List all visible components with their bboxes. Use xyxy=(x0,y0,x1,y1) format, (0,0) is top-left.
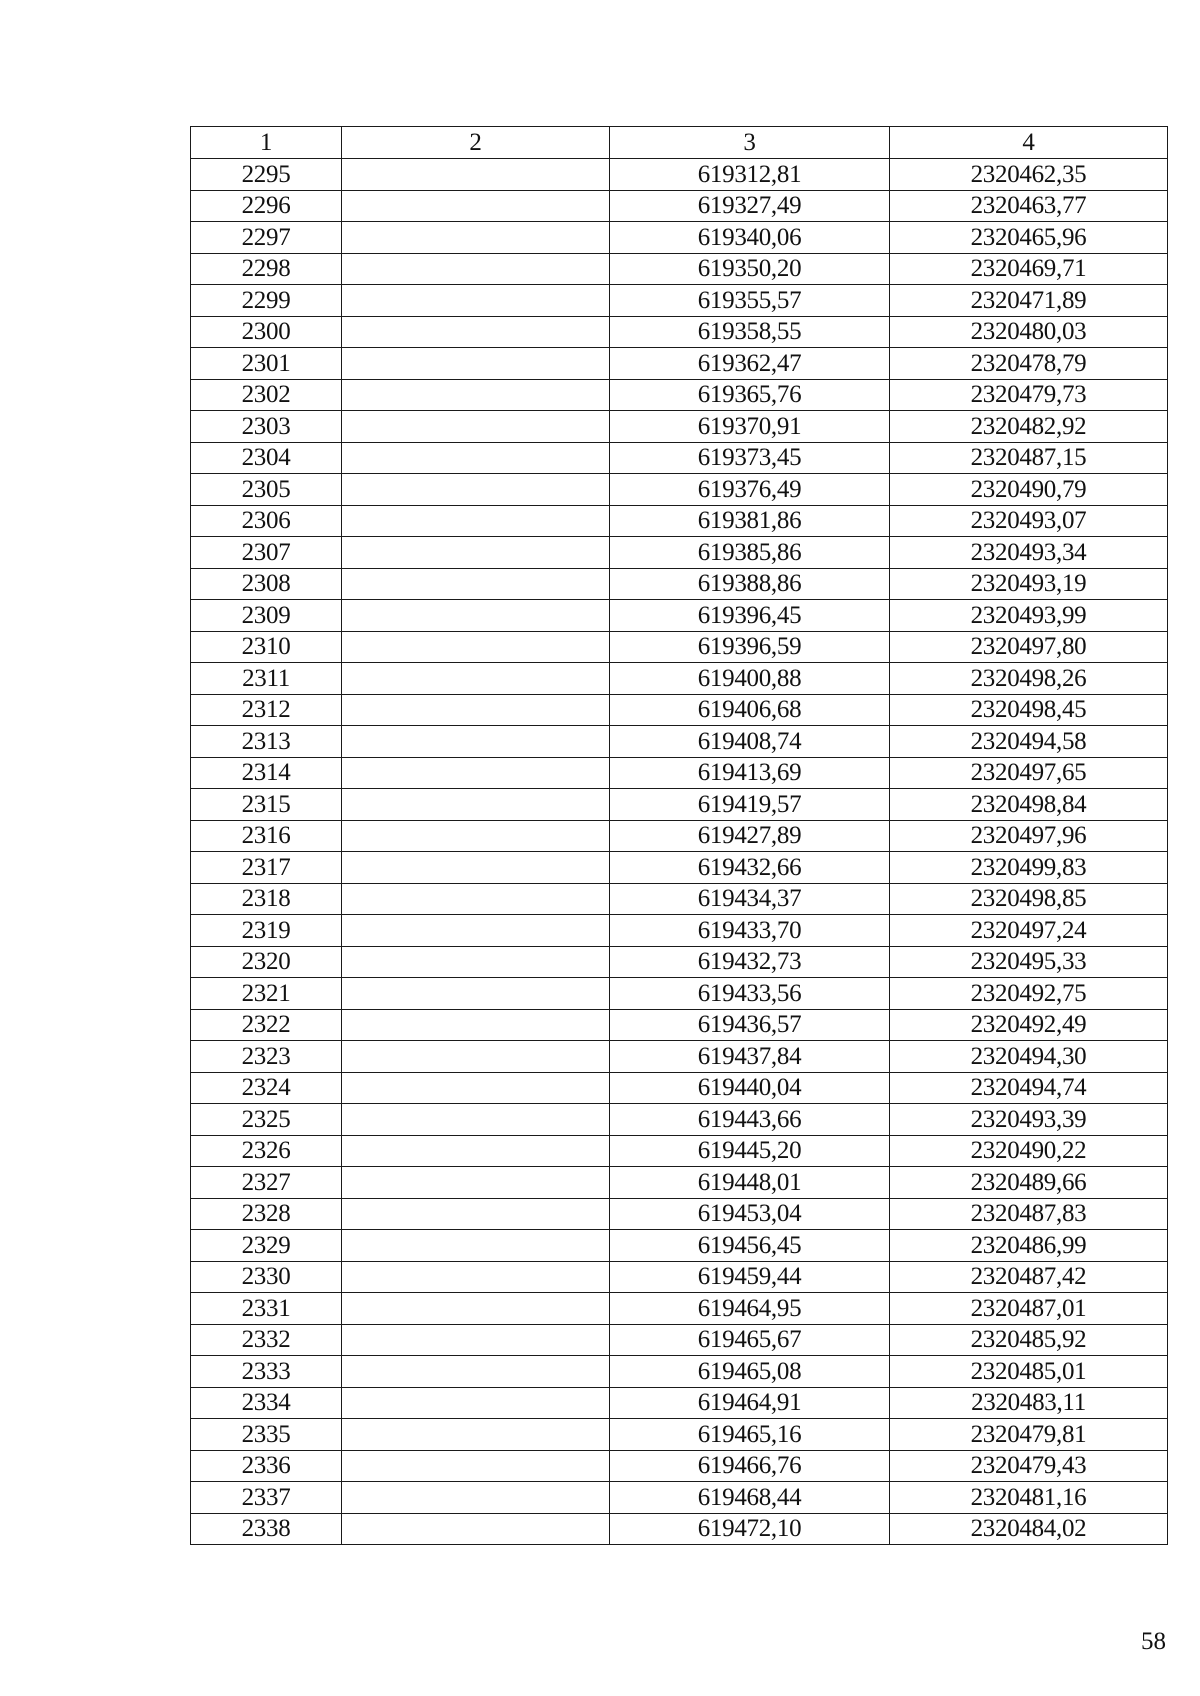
description-cell xyxy=(342,379,610,411)
point-number-cell: 2319 xyxy=(191,915,342,947)
point-number-cell: 2301 xyxy=(191,348,342,380)
description-cell xyxy=(342,852,610,884)
point-number-cell: 2304 xyxy=(191,442,342,474)
y-coordinate-cell: 2320481,16 xyxy=(890,1482,1168,1514)
table-row xyxy=(191,1293,1168,1325)
point-number-cell: 2329 xyxy=(191,1230,342,1262)
point-number-cell: 2313 xyxy=(191,726,342,758)
y-coordinate-cell: 2320469,71 xyxy=(890,253,1168,285)
point-number-cell: 2323 xyxy=(191,1041,342,1073)
table-row xyxy=(191,694,1168,726)
point-number-cell: 2330 xyxy=(191,1261,342,1293)
x-coordinate-cell: 619355,57 xyxy=(610,285,890,317)
description-cell xyxy=(342,1135,610,1167)
point-number-cell: 2332 xyxy=(191,1324,342,1356)
y-coordinate-cell: 2320497,65 xyxy=(890,757,1168,789)
description-cell xyxy=(342,316,610,348)
y-coordinate-cell: 2320492,49 xyxy=(890,1009,1168,1041)
x-coordinate-cell: 619432,73 xyxy=(610,946,890,978)
point-number-cell: 2331 xyxy=(191,1293,342,1325)
x-coordinate-cell: 619468,44 xyxy=(610,1482,890,1514)
table-row xyxy=(191,883,1168,915)
description-cell xyxy=(342,631,610,663)
table-row xyxy=(191,379,1168,411)
description-cell xyxy=(342,694,610,726)
y-coordinate-cell: 2320486,99 xyxy=(890,1230,1168,1262)
table-row xyxy=(191,663,1168,695)
table-row xyxy=(191,1324,1168,1356)
y-coordinate-cell: 2320498,26 xyxy=(890,663,1168,695)
point-number-cell: 2337 xyxy=(191,1482,342,1514)
table-row xyxy=(191,348,1168,380)
point-number-cell: 2327 xyxy=(191,1167,342,1199)
table-row xyxy=(191,1135,1168,1167)
table-row xyxy=(191,474,1168,506)
point-number-cell: 2303 xyxy=(191,411,342,443)
x-coordinate-cell: 619465,16 xyxy=(610,1419,890,1451)
x-coordinate-cell: 619443,66 xyxy=(610,1104,890,1136)
table-row xyxy=(191,1198,1168,1230)
description-cell xyxy=(342,789,610,821)
table-row xyxy=(191,1356,1168,1388)
table-row xyxy=(191,1104,1168,1136)
point-number-cell: 2310 xyxy=(191,631,342,663)
x-coordinate-cell: 619413,69 xyxy=(610,757,890,789)
y-coordinate-cell: 2320497,24 xyxy=(890,915,1168,947)
point-number-cell: 2324 xyxy=(191,1072,342,1104)
y-coordinate-cell: 2320480,03 xyxy=(890,316,1168,348)
y-coordinate-cell: 2320493,99 xyxy=(890,600,1168,632)
description-cell xyxy=(342,915,610,947)
table-row xyxy=(191,600,1168,632)
coordinates-table xyxy=(190,126,1168,1545)
point-number-cell: 2308 xyxy=(191,568,342,600)
table-row xyxy=(191,820,1168,852)
y-coordinate-cell: 2320494,74 xyxy=(890,1072,1168,1104)
point-number-cell: 2335 xyxy=(191,1419,342,1451)
x-coordinate-cell: 619370,91 xyxy=(610,411,890,443)
x-coordinate-cell: 619419,57 xyxy=(610,789,890,821)
description-cell xyxy=(342,1167,610,1199)
x-coordinate-cell: 619373,45 xyxy=(610,442,890,474)
x-coordinate-cell: 619459,44 xyxy=(610,1261,890,1293)
x-coordinate-cell: 619466,76 xyxy=(610,1450,890,1482)
table-row xyxy=(191,1009,1168,1041)
description-cell xyxy=(342,1072,610,1104)
description-cell xyxy=(342,285,610,317)
y-coordinate-cell: 2320489,66 xyxy=(890,1167,1168,1199)
description-cell xyxy=(342,568,610,600)
table-row xyxy=(191,915,1168,947)
description-cell xyxy=(342,159,610,191)
x-coordinate-cell: 619340,06 xyxy=(610,222,890,254)
table-row xyxy=(191,442,1168,474)
table-row xyxy=(191,789,1168,821)
table-row xyxy=(191,285,1168,317)
table-row xyxy=(191,505,1168,537)
description-cell xyxy=(342,663,610,695)
table-row xyxy=(191,1419,1168,1451)
y-coordinate-cell: 2320497,80 xyxy=(890,631,1168,663)
y-coordinate-cell: 2320495,33 xyxy=(890,946,1168,978)
y-coordinate-cell: 2320494,30 xyxy=(890,1041,1168,1073)
point-number-cell: 2316 xyxy=(191,820,342,852)
y-coordinate-cell: 2320462,35 xyxy=(890,159,1168,191)
header-row xyxy=(191,127,1168,159)
description-cell xyxy=(342,348,610,380)
table-row xyxy=(191,852,1168,884)
point-number-cell: 2309 xyxy=(191,600,342,632)
table-row xyxy=(191,757,1168,789)
table-row xyxy=(191,1041,1168,1073)
column-header-3: 3 xyxy=(610,127,890,159)
table-row xyxy=(191,253,1168,285)
description-cell xyxy=(342,222,610,254)
table-row xyxy=(191,946,1168,978)
point-number-cell: 2300 xyxy=(191,316,342,348)
y-coordinate-cell: 2320482,92 xyxy=(890,411,1168,443)
y-coordinate-cell: 2320492,75 xyxy=(890,978,1168,1010)
description-cell xyxy=(342,883,610,915)
point-number-cell: 2305 xyxy=(191,474,342,506)
description-cell xyxy=(342,600,610,632)
y-coordinate-cell: 2320498,84 xyxy=(890,789,1168,821)
table-row xyxy=(191,190,1168,222)
point-number-cell: 2297 xyxy=(191,222,342,254)
description-cell xyxy=(342,1482,610,1514)
table-row xyxy=(191,1261,1168,1293)
y-coordinate-cell: 2320471,89 xyxy=(890,285,1168,317)
description-cell xyxy=(342,190,610,222)
point-number-cell: 2334 xyxy=(191,1387,342,1419)
table-header xyxy=(191,127,1168,159)
point-number-cell: 2295 xyxy=(191,159,342,191)
description-cell xyxy=(342,1387,610,1419)
table-row xyxy=(191,1482,1168,1514)
point-number-cell: 2307 xyxy=(191,537,342,569)
y-coordinate-cell: 2320465,96 xyxy=(890,222,1168,254)
x-coordinate-cell: 619465,67 xyxy=(610,1324,890,1356)
x-coordinate-cell: 619406,68 xyxy=(610,694,890,726)
point-number-cell: 2333 xyxy=(191,1356,342,1388)
x-coordinate-cell: 619434,37 xyxy=(610,883,890,915)
description-cell xyxy=(342,1293,610,1325)
y-coordinate-cell: 2320479,43 xyxy=(890,1450,1168,1482)
page-number: 58 xyxy=(1141,1628,1166,1655)
description-cell xyxy=(342,978,610,1010)
description-cell xyxy=(342,726,610,758)
point-number-cell: 2326 xyxy=(191,1135,342,1167)
table-row xyxy=(191,222,1168,254)
x-coordinate-cell: 619456,45 xyxy=(610,1230,890,1262)
table-row xyxy=(191,537,1168,569)
description-cell xyxy=(342,1513,610,1545)
table-row xyxy=(191,1230,1168,1262)
y-coordinate-cell: 2320494,58 xyxy=(890,726,1168,758)
table-row xyxy=(191,568,1168,600)
description-cell xyxy=(342,442,610,474)
description-cell xyxy=(342,1261,610,1293)
x-coordinate-cell: 619400,88 xyxy=(610,663,890,695)
point-number-cell: 2318 xyxy=(191,883,342,915)
description-cell xyxy=(342,1230,610,1262)
point-number-cell: 2322 xyxy=(191,1009,342,1041)
description-cell xyxy=(342,1356,610,1388)
x-coordinate-cell: 619440,04 xyxy=(610,1072,890,1104)
table-row xyxy=(191,411,1168,443)
point-number-cell: 2315 xyxy=(191,789,342,821)
x-coordinate-cell: 619388,86 xyxy=(610,568,890,600)
y-coordinate-cell: 2320499,83 xyxy=(890,852,1168,884)
x-coordinate-cell: 619432,66 xyxy=(610,852,890,884)
y-coordinate-cell: 2320493,19 xyxy=(890,568,1168,600)
y-coordinate-cell: 2320490,22 xyxy=(890,1135,1168,1167)
table-row xyxy=(191,1072,1168,1104)
description-cell xyxy=(342,757,610,789)
description-cell xyxy=(342,505,610,537)
x-coordinate-cell: 619448,01 xyxy=(610,1167,890,1199)
point-number-cell: 2320 xyxy=(191,946,342,978)
y-coordinate-cell: 2320485,92 xyxy=(890,1324,1168,1356)
y-coordinate-cell: 2320490,79 xyxy=(890,474,1168,506)
y-coordinate-cell: 2320485,01 xyxy=(890,1356,1168,1388)
description-cell xyxy=(342,1041,610,1073)
table-row xyxy=(191,1450,1168,1482)
x-coordinate-cell: 619381,86 xyxy=(610,505,890,537)
x-coordinate-cell: 619312,81 xyxy=(610,159,890,191)
point-number-cell: 2312 xyxy=(191,694,342,726)
y-coordinate-cell: 2320498,45 xyxy=(890,694,1168,726)
y-coordinate-cell: 2320478,79 xyxy=(890,348,1168,380)
x-coordinate-cell: 619464,95 xyxy=(610,1293,890,1325)
table-row xyxy=(191,1167,1168,1199)
description-cell xyxy=(342,946,610,978)
x-coordinate-cell: 619445,20 xyxy=(610,1135,890,1167)
x-coordinate-cell: 619433,56 xyxy=(610,978,890,1010)
x-coordinate-cell: 619358,55 xyxy=(610,316,890,348)
point-number-cell: 2314 xyxy=(191,757,342,789)
x-coordinate-cell: 619464,91 xyxy=(610,1387,890,1419)
x-coordinate-cell: 619396,45 xyxy=(610,600,890,632)
point-number-cell: 2321 xyxy=(191,978,342,1010)
table-row xyxy=(191,631,1168,663)
x-coordinate-cell: 619362,47 xyxy=(610,348,890,380)
y-coordinate-cell: 2320483,11 xyxy=(890,1387,1168,1419)
point-number-cell: 2311 xyxy=(191,663,342,695)
point-number-cell: 2296 xyxy=(191,190,342,222)
x-coordinate-cell: 619427,89 xyxy=(610,820,890,852)
description-cell xyxy=(342,411,610,443)
table-row xyxy=(191,726,1168,758)
y-coordinate-cell: 2320479,81 xyxy=(890,1419,1168,1451)
point-number-cell: 2302 xyxy=(191,379,342,411)
x-coordinate-cell: 619436,57 xyxy=(610,1009,890,1041)
description-cell xyxy=(342,1198,610,1230)
x-coordinate-cell: 619433,70 xyxy=(610,915,890,947)
description-cell xyxy=(342,1419,610,1451)
column-header-1: 1 xyxy=(191,127,342,159)
description-cell xyxy=(342,537,610,569)
table-row xyxy=(191,1387,1168,1419)
y-coordinate-cell: 2320498,85 xyxy=(890,883,1168,915)
y-coordinate-cell: 2320484,02 xyxy=(890,1513,1168,1545)
x-coordinate-cell: 619437,84 xyxy=(610,1041,890,1073)
y-coordinate-cell: 2320493,39 xyxy=(890,1104,1168,1136)
point-number-cell: 2299 xyxy=(191,285,342,317)
y-coordinate-cell: 2320487,15 xyxy=(890,442,1168,474)
description-cell xyxy=(342,253,610,285)
y-coordinate-cell: 2320493,34 xyxy=(890,537,1168,569)
description-cell xyxy=(342,1324,610,1356)
table-row xyxy=(191,159,1168,191)
y-coordinate-cell: 2320463,77 xyxy=(890,190,1168,222)
column-header-2: 2 xyxy=(342,127,610,159)
description-cell xyxy=(342,474,610,506)
x-coordinate-cell: 619365,76 xyxy=(610,379,890,411)
x-coordinate-cell: 619376,49 xyxy=(610,474,890,506)
description-cell xyxy=(342,1104,610,1136)
point-number-cell: 2298 xyxy=(191,253,342,285)
point-number-cell: 2325 xyxy=(191,1104,342,1136)
y-coordinate-cell: 2320487,42 xyxy=(890,1261,1168,1293)
table-row xyxy=(191,1513,1168,1545)
x-coordinate-cell: 619350,20 xyxy=(610,253,890,285)
description-cell xyxy=(342,1009,610,1041)
point-number-cell: 2306 xyxy=(191,505,342,537)
description-cell xyxy=(342,820,610,852)
column-header-4: 4 xyxy=(890,127,1168,159)
y-coordinate-cell: 2320479,73 xyxy=(890,379,1168,411)
x-coordinate-cell: 619453,04 xyxy=(610,1198,890,1230)
table-row xyxy=(191,978,1168,1010)
x-coordinate-cell: 619327,49 xyxy=(610,190,890,222)
point-number-cell: 2317 xyxy=(191,852,342,884)
point-number-cell: 2328 xyxy=(191,1198,342,1230)
point-number-cell: 2338 xyxy=(191,1513,342,1545)
y-coordinate-cell: 2320497,96 xyxy=(890,820,1168,852)
point-number-cell: 2336 xyxy=(191,1450,342,1482)
x-coordinate-cell: 619396,59 xyxy=(610,631,890,663)
x-coordinate-cell: 619408,74 xyxy=(610,726,890,758)
y-coordinate-cell: 2320493,07 xyxy=(890,505,1168,537)
table-body xyxy=(191,159,1168,1545)
table-row xyxy=(191,316,1168,348)
y-coordinate-cell: 2320487,83 xyxy=(890,1198,1168,1230)
x-coordinate-cell: 619465,08 xyxy=(610,1356,890,1388)
x-coordinate-cell: 619385,86 xyxy=(610,537,890,569)
description-cell xyxy=(342,1450,610,1482)
y-coordinate-cell: 2320487,01 xyxy=(890,1293,1168,1325)
x-coordinate-cell: 619472,10 xyxy=(610,1513,890,1545)
